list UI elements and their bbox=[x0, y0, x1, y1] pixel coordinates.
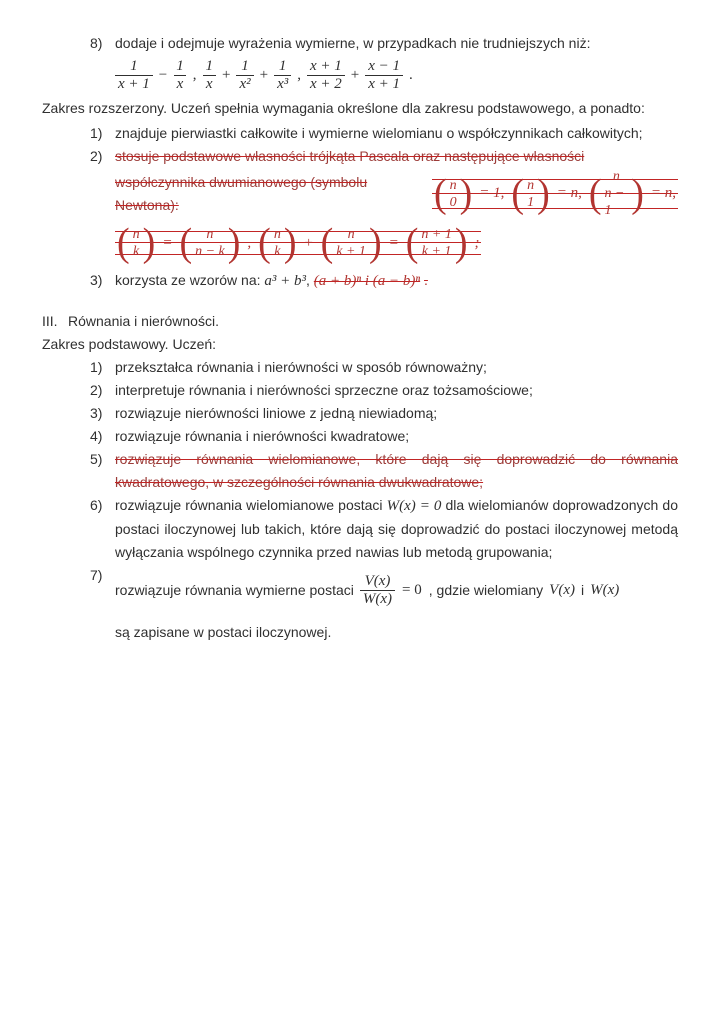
polynomial-equation: W(x) = 0 bbox=[386, 498, 442, 514]
ext-item-3 bbox=[42, 269, 678, 293]
section-roman-numeral: III. bbox=[42, 313, 58, 329]
equals-sign: = bbox=[388, 234, 399, 251]
equals-value: = 1, bbox=[479, 185, 505, 201]
binomial-coefficient: ( n k ) bbox=[117, 220, 156, 266]
minus-operator: − bbox=[158, 67, 168, 83]
ext-item-2-line2-text: współczynnika dwumianowego (symbolu Newtona): bbox=[115, 173, 368, 213]
rational-fraction: $\frac{V(x)}{W(x)}$ bbox=[360, 573, 395, 608]
basic-item-4 bbox=[42, 425, 678, 448]
binomial-coefficient: ( n k + 1 ) bbox=[320, 220, 382, 266]
plus-operator: + bbox=[350, 67, 360, 83]
list-number: 3) bbox=[90, 272, 103, 288]
period: . bbox=[409, 67, 413, 83]
period-deleted: . bbox=[424, 272, 428, 288]
basic-item-6-text-before: rozwiązuje równania wielomianowe postaci bbox=[115, 497, 383, 513]
list-number: 2) bbox=[90, 382, 103, 398]
comma: , bbox=[306, 272, 310, 288]
equals-value: = n, bbox=[650, 185, 676, 201]
item-8-text: dodaje i odejmuje wyrażenia wymierne, w przypadkach nie trudniejszych niż: bbox=[115, 35, 591, 51]
section-subtitle: Zakres podstawowy. Uczeń: bbox=[42, 336, 217, 352]
fraction: $\frac{1}{\text{x²}}$ bbox=[236, 58, 253, 93]
section-title: Równania i nierówności. bbox=[68, 313, 219, 329]
ext-item-3-content bbox=[115, 269, 678, 293]
fraction: $\frac{1}{\text{x³}}$ bbox=[274, 58, 291, 93]
equals-sign: = bbox=[162, 234, 173, 251]
binomial-coefficient: ( n + 1 k + 1 ) bbox=[405, 220, 468, 266]
plus-operator: + bbox=[222, 67, 231, 83]
plus-sign: + bbox=[303, 234, 314, 251]
separator: , bbox=[297, 67, 301, 83]
fraction: $\frac{1}{x}$ bbox=[203, 58, 217, 93]
list-number: 7) bbox=[90, 567, 103, 583]
basic-item-5-deleted bbox=[42, 448, 678, 494]
binomial-coefficient: ( n n − k ) bbox=[179, 220, 241, 266]
list-number: 1) bbox=[90, 359, 103, 375]
list-number: 8) bbox=[90, 35, 103, 51]
list-number: 6) bbox=[90, 497, 103, 513]
equals-value: = n, bbox=[556, 185, 582, 201]
plus-operator: + bbox=[259, 67, 269, 83]
list-number: 3) bbox=[90, 405, 103, 421]
binomial-coefficient: ( n k ) bbox=[258, 220, 297, 266]
list-number: 4) bbox=[90, 428, 103, 444]
fraction: $\frac{1}{x}$ bbox=[173, 58, 187, 93]
ext-item-3-text: korzysta ze wzorów na: bbox=[115, 272, 261, 288]
section-heading bbox=[42, 310, 678, 333]
comma: , bbox=[247, 234, 252, 251]
fraction: $\frac{x - 1}{x + 1}$ bbox=[365, 58, 403, 93]
basic-item-1-text: przekształca równania i nierówności w sposób równoważny; bbox=[115, 359, 487, 375]
basic-item-2 bbox=[42, 379, 678, 402]
extended-scope-intro: Zakres rozszerzony. Uczeń spełnia wymagania określone dla zakresu podstawowego, a ponadto: bbox=[42, 100, 645, 116]
ext-item-1-text: znajduje pierwiastki całkowite i wymierne wielomianu o współczynnikach całkowitych; bbox=[115, 125, 643, 141]
basic-item-7-line1 bbox=[115, 564, 678, 616]
fraction: $\frac{1}{x + 1}$ bbox=[115, 58, 153, 93]
basic-item-2-text: interpretuje równania i nierówności sprzeczne oraz tożsamościowe; bbox=[115, 382, 533, 398]
basic-item-4-text: rozwiązuje równania i nierówności kwadratowe; bbox=[115, 428, 410, 444]
binomial-coefficient: ( n 1 ) bbox=[511, 171, 550, 216]
basic-item-7 bbox=[42, 564, 678, 644]
basic-item-3 bbox=[42, 402, 678, 425]
basic-item-7-text-before: rozwiązuje równania wymierne postaci bbox=[115, 581, 354, 598]
cubes-formula: a³ + b³ bbox=[264, 273, 307, 289]
ext-item-2-line1: stosuje podstawowe własności trójkąta Pascala oraz następujące własności bbox=[115, 148, 585, 164]
list-number: 1) bbox=[90, 125, 103, 141]
binomial-powers-deleted: (a + b)ⁿ i (a − b)ⁿ bbox=[313, 273, 421, 289]
ext-item-2-line2 bbox=[115, 168, 678, 219]
binomial-identities-row1 bbox=[432, 168, 678, 219]
basic-item-6-text-after: dla wielomianów doprowadzonych do postaci iloczynowej lub takich, które dają się doprowadzić do postaci iloczynowej metodą wyłączania wspólnego czynnika przed nawias lub metodą grupowania; bbox=[115, 497, 679, 560]
fraction: $\frac{x + 1}{x + 2}$ bbox=[307, 58, 345, 93]
binomial-identities-row2 bbox=[115, 220, 481, 266]
list-number: 5) bbox=[90, 451, 103, 467]
basic-item-3-text: rozwiązuje nierówności liniowe z jedną niewiadomą; bbox=[115, 405, 438, 421]
basic-item-7-line2: są zapisane w postaci iloczynowej. bbox=[115, 624, 332, 640]
basic-item-6 bbox=[42, 494, 678, 564]
list-item-8 bbox=[42, 32, 678, 97]
item-8-math bbox=[115, 58, 678, 93]
ext-item-1 bbox=[42, 122, 678, 145]
list-number: 2) bbox=[90, 148, 103, 164]
binomial-coefficient: ( n 0 ) bbox=[433, 171, 473, 216]
conjunction: i bbox=[580, 581, 585, 598]
binomial-coefficient: ( n n − 1 ) bbox=[588, 169, 644, 218]
ext-item-2-deleted bbox=[42, 145, 678, 267]
equals-zero: = 0 bbox=[402, 581, 422, 598]
basic-item-7-text-mid: , gdzie wielomiany bbox=[428, 581, 544, 598]
semicolon: ; bbox=[474, 234, 480, 251]
polynomial-w: W(x) bbox=[590, 581, 620, 598]
basic-item-5-text: rozwiązuje równania wielomianowe, które dają się doprowadzić do równania kwadratowego, w szczególności równania dwukwadratowe; bbox=[115, 451, 678, 490]
separator: , bbox=[192, 67, 197, 83]
basic-item-6-content bbox=[115, 494, 678, 564]
basic-item-1 bbox=[42, 356, 678, 379]
ext-item-2-line3 bbox=[115, 219, 678, 267]
polynomial-v: V(x) bbox=[549, 581, 575, 598]
